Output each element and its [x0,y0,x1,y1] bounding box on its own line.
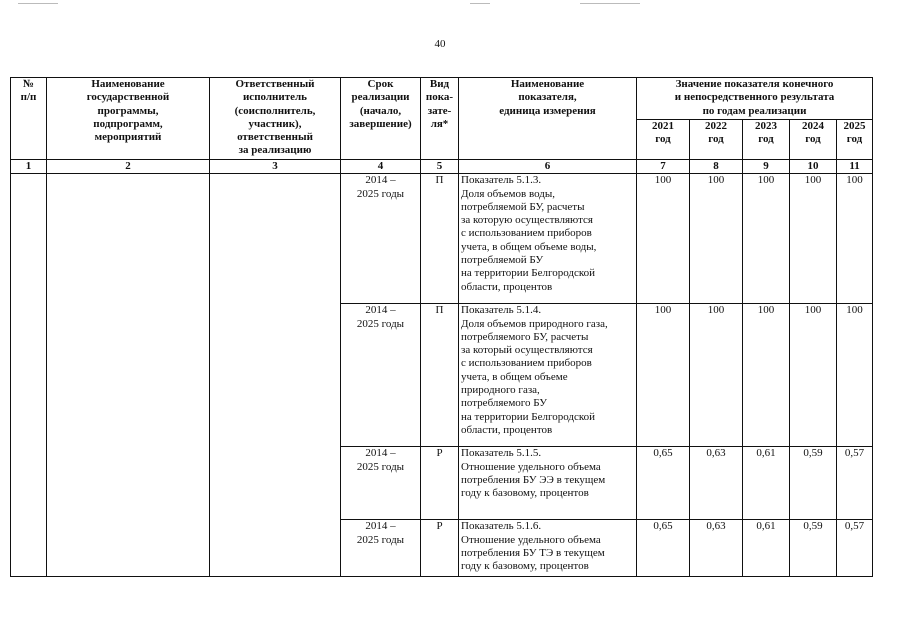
value-2025: 0,57 [837,447,873,520]
period-cell: 2014 – 2025 годы [341,447,421,520]
value-2022: 100 [690,304,743,447]
value-2022: 0,63 [690,447,743,520]
period-cell: 2014 – 2025 годы [341,520,421,577]
column-number: 3 [210,160,341,174]
header-values-group: Значение показателя конечного и непосредственного результата по годам реализации [637,78,873,120]
value-2025: 0,57 [837,520,873,577]
column-number: 5 [421,160,459,174]
indicators-table [10,77,873,577]
empty-number-cell [11,174,47,577]
header-indicator-type: Вид пока- зате- ля* [421,78,459,160]
value-2023: 0,61 [743,520,790,577]
empty-program-cell [47,174,210,577]
header-responsible: Ответственный исполнитель (соисполнитель, участник), ответственный за реализацию [210,78,341,160]
value-2024: 0,59 [790,520,837,577]
column-number: 9 [743,160,790,174]
value-2024: 100 [790,174,837,304]
indicator-name-cell: Показатель 5.1.3. Доля объемов воды, потребляемой БУ, расчеты за которую осуществляются с использованием приборов учета, в общем объеме воды, потребляемой БУ на территории Белгородской области, процентов [459,174,637,304]
column-number: 10 [790,160,837,174]
value-2024: 100 [790,304,837,447]
scan-edge-line [470,3,490,4]
period-cell: 2014 – 2025 годы [341,304,421,447]
scan-edge-line [580,3,640,4]
header-program-name: Наименование государственной программы, подпрограмм, мероприятий [47,78,210,160]
indicator-name-cell: Показатель 5.1.5. Отношение удельного объема потребления БУ ЭЭ в текущем году к базовому, процентов [459,447,637,520]
value-2025: 100 [837,304,873,447]
period-cell: 2014 – 2025 годы [341,174,421,304]
column-number: 4 [341,160,421,174]
header-number: № п/п [11,78,47,160]
indicator-type-cell: П [421,174,459,304]
indicator-type-cell: П [421,304,459,447]
indicator-type-cell: Р [421,520,459,577]
header-year-2022: 2022 год [690,120,743,160]
header-indicator-name: Наименование показателя, единица измерения [459,78,637,160]
indicator-name-cell: Показатель 5.1.4. Доля объемов природного газа, потребляемого БУ, расчеты за который осуществляются с использованием приборов учета, в общем объеме природного газа, потребляемого БУ на территории Белгородской области, процентов [459,304,637,447]
table-row [11,174,873,304]
value-2025: 100 [837,174,873,304]
column-number: 7 [637,160,690,174]
value-2021: 0,65 [637,520,690,577]
indicator-name-cell: Показатель 5.1.6. Отношение удельного объема потребления БУ ТЭ в текущем году к базовому, процентов [459,520,637,577]
indicator-type-cell: Р [421,447,459,520]
header-year-2024: 2024 год [790,120,837,160]
column-number-row [11,160,873,174]
value-2022: 0,63 [690,520,743,577]
header-period: Срок реализации (начало, завершение) [341,78,421,160]
header-year-2021: 2021 год [637,120,690,160]
value-2021: 100 [637,174,690,304]
column-number: 1 [11,160,47,174]
value-2021: 100 [637,304,690,447]
empty-responsible-cell [210,174,341,577]
scan-edge-line [18,3,58,4]
column-number: 2 [47,160,210,174]
page-number: 40 [434,38,446,50]
value-2023: 100 [743,174,790,304]
column-number: 6 [459,160,637,174]
column-number: 8 [690,160,743,174]
header-year-2025: 2025 год [837,120,873,160]
value-2022: 100 [690,174,743,304]
value-2024: 0,59 [790,447,837,520]
header-year-2023: 2023 год [743,120,790,160]
value-2021: 0,65 [637,447,690,520]
value-2023: 100 [743,304,790,447]
value-2023: 0,61 [743,447,790,520]
column-number: 11 [837,160,873,174]
